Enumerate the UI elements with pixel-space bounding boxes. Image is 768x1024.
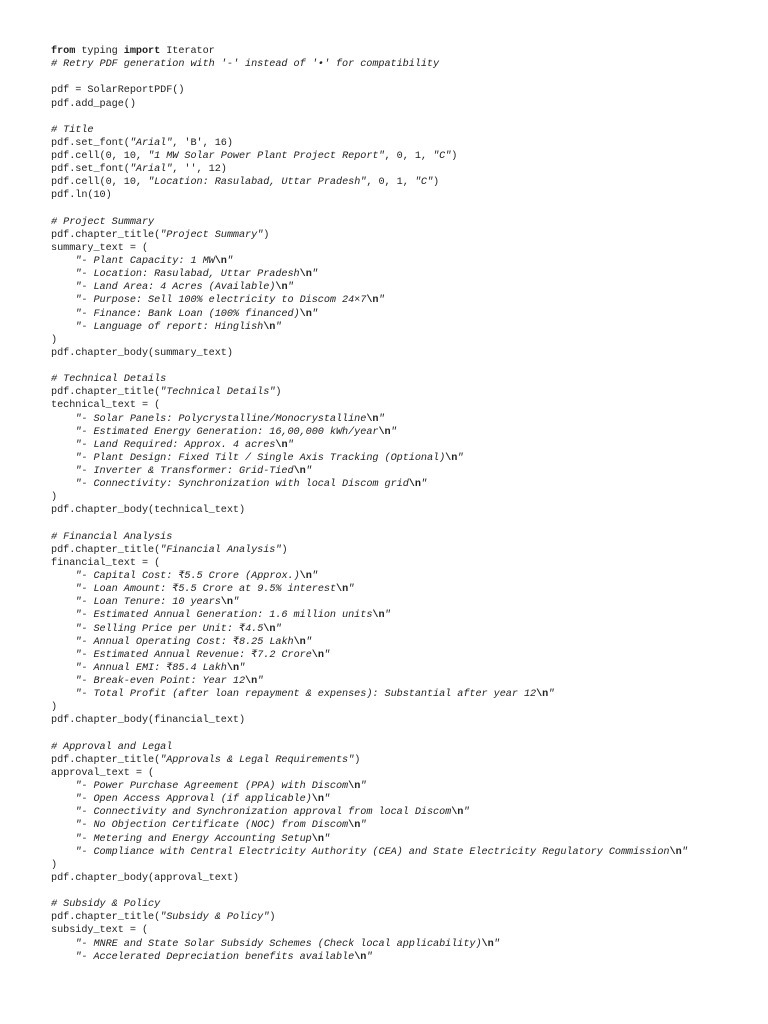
string-literal: "Project Summary" (160, 229, 264, 241)
code-text: ) (51, 334, 58, 346)
newline-escape: \n (220, 597, 233, 609)
code-comment: # Technical Details (51, 374, 167, 386)
code-line (51, 846, 764, 859)
code-line (51, 176, 764, 189)
code-line (51, 924, 764, 937)
code-text (51, 269, 75, 280)
string-literal: "- Annual Operating Cost: ₹8.25 Lakh (75, 636, 294, 648)
code-line (51, 833, 764, 846)
code-text (51, 820, 75, 831)
newline-escape: \n (245, 676, 258, 687)
string-literal: "- MNRE and State Solar Subsidy Schemes (Check local applicability) (75, 938, 482, 950)
code-text: pdf.set_font( (51, 137, 130, 149)
code-line (51, 373, 764, 386)
code-comment: # Subsidy & Policy (51, 899, 161, 911)
string-literal: " (311, 571, 318, 582)
code-line (51, 268, 764, 281)
code-line (51, 111, 764, 124)
code-text: ) (275, 387, 282, 399)
code-line (51, 662, 764, 675)
code-text (51, 952, 75, 963)
string-literal: "- Connectivity and Synchronization approval from local Discom (75, 807, 452, 819)
string-literal: " (384, 610, 391, 622)
newline-escape: \n (226, 662, 240, 674)
string-literal: "Arial" (129, 164, 173, 176)
code-line (51, 898, 764, 911)
code-text: pdf.chapter_title( (51, 754, 161, 766)
string-literal: " (463, 807, 470, 819)
code-text: , 'B', 16) (172, 137, 233, 149)
code-line (51, 203, 764, 216)
code-comment: # Financial Analysis (51, 531, 173, 543)
import-name: Iterator (160, 46, 215, 57)
code-text: pdf.set_font( (51, 164, 130, 176)
code-text: pdf.chapter_title( (51, 387, 161, 399)
newline-escape: \n (536, 689, 549, 701)
string-literal: "Technical Details" (160, 387, 276, 399)
code-text (51, 479, 75, 490)
code-line (51, 570, 764, 583)
string-literal: "- Estimated Energy Generation: 16,00,000 kWh/year (75, 426, 379, 438)
code-comment: # Title (51, 124, 94, 136)
code-line (51, 504, 764, 517)
string-literal: "- Loan Tenure: 10 years (75, 597, 221, 609)
newline-escape: \n (445, 452, 458, 464)
code-text (51, 847, 75, 858)
string-literal: "Location: Rasulabad, Uttar Pradesh" (148, 177, 367, 189)
code-text (51, 584, 75, 595)
code-line (51, 872, 764, 885)
code-text (51, 794, 75, 805)
code-text: ) (269, 912, 276, 924)
code-line (51, 334, 764, 347)
string-literal: " (305, 636, 312, 648)
string-literal: "Approvals & Legal Requirements" (160, 754, 355, 766)
string-literal: "Subsidy & Policy" (160, 912, 270, 924)
newline-escape: \n (311, 649, 324, 661)
newline-escape: \n (299, 571, 312, 582)
string-literal: "Arial" (129, 137, 173, 149)
code-line (51, 478, 764, 491)
code-text (51, 676, 75, 687)
code-line (51, 728, 764, 741)
string-literal: "- Estimated Annual Revenue: ₹7.2 Crore (75, 649, 312, 661)
code-text: , 0, 1, (384, 151, 434, 162)
code-line (51, 137, 764, 150)
string-literal: "- Location: Rasulabad, Uttar Pradesh (75, 269, 300, 281)
string-literal: " (232, 597, 240, 609)
code-text (51, 453, 75, 464)
string-literal: "- Break-even Point: Year 12 (75, 676, 246, 687)
code-text (51, 466, 75, 477)
string-literal: " (360, 820, 367, 832)
newline-escape: \n (311, 833, 324, 845)
code-text (51, 322, 75, 333)
string-literal: "- Land Area: 4 Acres (Available) (75, 282, 276, 294)
code-text: pdf.chapter_title( (51, 912, 161, 924)
code-line (51, 623, 764, 636)
code-line (51, 609, 764, 622)
string-literal: " (378, 295, 385, 307)
code-text (51, 571, 75, 582)
code-line (51, 439, 764, 452)
code-line (51, 255, 764, 268)
code-line (51, 583, 764, 596)
code-text (51, 650, 75, 661)
code-text: ) (451, 151, 458, 162)
string-literal: " (348, 584, 355, 596)
code-text: technical_text = ( (51, 400, 161, 412)
code-text (51, 834, 75, 845)
newline-escape: \n (214, 256, 227, 267)
newline-escape: \n (263, 321, 276, 333)
string-literal: "- Loan Amount: ₹5.5 Crore at 9.5% interest (75, 584, 337, 596)
string-literal: " (275, 623, 282, 635)
newline-escape: \n (354, 951, 367, 963)
code-text: pdf.chapter_body(technical_text) (51, 505, 246, 517)
code-line (51, 544, 764, 557)
newline-escape: \n (451, 807, 464, 819)
newline-escape: \n (311, 794, 324, 806)
code-line (51, 452, 764, 465)
string-literal: "C" (414, 177, 434, 189)
newline-escape: \n (372, 610, 385, 622)
code-line (51, 426, 764, 439)
code-text (51, 282, 75, 293)
code-text: pdf.chapter_body(summary_text) (51, 347, 233, 359)
code-line (51, 163, 764, 176)
code-text: ) (263, 229, 270, 241)
keyword: from (51, 46, 76, 57)
code-text: , 0, 1, (366, 177, 415, 189)
code-line (51, 399, 764, 412)
code-line (51, 859, 764, 872)
newline-escape: \n (378, 426, 391, 438)
string-literal: " (287, 439, 294, 451)
newline-escape: \n (263, 623, 276, 635)
code-text: pdf.ln(10) (51, 190, 112, 202)
code-line (51, 189, 764, 202)
string-literal: "- Compliance with Central Electricity Authority (CEA) and State Electricity Regulatory Commission (75, 846, 670, 858)
newline-escape: \n (366, 413, 379, 425)
code-text (51, 689, 75, 700)
string-literal: " (305, 466, 312, 477)
code-line (51, 45, 764, 58)
string-literal: "C" (433, 151, 452, 162)
code-text: pdf = SolarReportPDF() (51, 85, 185, 97)
code-text: pdf.chapter_title( (51, 544, 161, 556)
code-line (51, 242, 764, 255)
string-literal: " (681, 846, 688, 858)
newline-escape: \n (275, 439, 288, 451)
string-literal: " (360, 781, 367, 792)
code-line (51, 229, 764, 242)
code-line (51, 518, 764, 531)
code-text: approval_text = ( (51, 767, 155, 779)
string-literal: "Financial Analysis" (160, 544, 282, 556)
code-line (51, 491, 764, 504)
string-literal: "- Land Required: Approx. 4 acres (75, 439, 276, 451)
string-literal: " (287, 282, 294, 294)
code-line (51, 281, 764, 294)
code-comment: # Project Summary (51, 216, 155, 228)
code-line (51, 819, 764, 832)
string-literal: "- Open Access Approval (if applicable) (75, 794, 312, 806)
keyword: import (123, 46, 161, 57)
newline-escape: \n (336, 584, 349, 596)
code-text (51, 256, 75, 267)
code-line (51, 754, 764, 767)
code-line (51, 124, 764, 137)
string-literal: "1 MW Solar Power Plant Project Report" (148, 151, 385, 162)
code-line (51, 294, 764, 307)
code-line (51, 885, 764, 898)
string-literal: "- Plant Capacity: 1 MW (75, 256, 215, 267)
code-comment: # Approval and Legal (51, 741, 173, 753)
string-literal: " (239, 662, 246, 674)
code-line (51, 806, 764, 819)
string-literal: "- Purpose: Sell 100% electricity to Discom 24×7 (75, 295, 367, 307)
string-literal: "- Capital Cost: ₹5.5 Crore (Approx.) (75, 571, 300, 582)
code-line (51, 767, 764, 780)
code-line (51, 951, 764, 964)
newline-escape: \n (408, 479, 421, 491)
string-literal: "- No Objection Certificate (NOC) from Discom (75, 820, 349, 832)
code-line (51, 360, 764, 373)
code-text: ) (51, 702, 58, 714)
code-text: ) (354, 754, 361, 766)
newline-escape: \n (293, 636, 306, 648)
code-text (51, 807, 75, 818)
string-literal: " (275, 321, 282, 333)
code-line (51, 793, 764, 806)
code-text (51, 939, 75, 950)
string-literal: " (366, 951, 373, 963)
code-text (51, 624, 75, 635)
code-line (51, 675, 764, 688)
string-literal: "- Metering and Energy Accounting Setup (75, 833, 312, 845)
code-line (51, 688, 764, 701)
code-text: , '', 12) (172, 164, 227, 176)
string-literal: "- Annual EMI: ₹85.4 Lakh (75, 662, 227, 674)
code-line (51, 321, 764, 334)
newline-escape: \n (299, 308, 312, 320)
code-line (51, 596, 764, 609)
code-line (51, 150, 764, 163)
code-line (51, 741, 764, 754)
code-line (51, 347, 764, 360)
string-literal: " (548, 689, 555, 701)
code-line (51, 938, 764, 951)
string-literal: "- Plant Design: Fixed Tilt / Single Axis Tracking (Optional) (75, 452, 446, 464)
string-literal: "- Selling Price per Unit: ₹4.5 (75, 623, 264, 635)
code-line (51, 649, 764, 662)
code-text: ) (281, 544, 288, 556)
string-literal: " (311, 308, 318, 320)
code-line (51, 308, 764, 321)
code-line (51, 531, 764, 544)
string-literal: "- Language of report: Hinglish (75, 321, 264, 333)
code-text: pdf.cell(0, 10, (51, 177, 149, 189)
string-literal: " (323, 794, 330, 806)
newline-escape: \n (669, 846, 682, 858)
string-literal: " (323, 833, 330, 845)
string-literal: "- Power Purchase Agreement (PPA) with Discom (75, 781, 349, 792)
code-comment: # Retry PDF generation with '-' instead of '•' for compatibility (51, 59, 440, 71)
newline-escape: \n (481, 938, 494, 950)
string-literal: "- Total Profit (after loan repayment & expenses): Substantial after year 12 (75, 689, 537, 701)
string-literal: " (493, 938, 500, 950)
newline-escape: \n (275, 282, 288, 294)
code-line (51, 413, 764, 426)
code-text (51, 663, 75, 674)
newline-escape: \n (293, 466, 306, 477)
string-literal: " (390, 426, 397, 438)
string-literal: "- Estimated Annual Generation: 1.6 million units (75, 610, 373, 622)
string-literal: "- Connectivity: Synchronization with local Discom grid (75, 479, 409, 491)
string-literal: " (378, 413, 385, 425)
code-line (51, 58, 764, 71)
code-line (51, 636, 764, 649)
string-literal: " (420, 479, 427, 491)
string-literal: " (311, 269, 318, 281)
code-text (51, 414, 75, 425)
code-line (51, 216, 764, 229)
code-line (51, 780, 764, 793)
string-literal: " (226, 256, 233, 267)
code-text (51, 440, 75, 451)
code-line (51, 465, 764, 478)
code-text: pdf.chapter_body(financial_text) (51, 715, 246, 727)
code-text (51, 597, 75, 608)
string-literal: " (257, 676, 264, 687)
code-listing (51, 45, 764, 964)
code-line (51, 714, 764, 727)
code-line (51, 911, 764, 924)
code-text: ) (51, 492, 58, 504)
code-text: summary_text = ( (51, 242, 149, 254)
code-text (51, 610, 75, 621)
code-line (51, 98, 764, 111)
code-text: ) (433, 177, 440, 189)
newline-escape: \n (348, 820, 361, 832)
string-literal: " (323, 649, 330, 661)
code-line (51, 84, 764, 97)
newline-escape: \n (366, 295, 379, 307)
string-literal: "- Finance: Bank Loan (100% financed) (75, 308, 300, 320)
code-text (51, 427, 75, 438)
code-line (51, 386, 764, 399)
string-literal: "- Inverter & Transformer: Grid-Tied (75, 466, 294, 477)
code-text (51, 295, 75, 306)
code-text: pdf.add_page() (51, 98, 136, 110)
string-literal: "- Accelerated Depreciation benefits available (75, 951, 355, 963)
module-name: typing (75, 46, 124, 57)
code-line (51, 557, 764, 570)
code-text: pdf.cell(0, 10, (51, 151, 149, 162)
code-text (51, 781, 75, 792)
code-text: pdf.chapter_title( (51, 229, 161, 241)
string-literal: " (457, 452, 464, 464)
code-text: ) (51, 859, 58, 871)
code-line (51, 71, 764, 84)
code-text: subsidy_text = ( (51, 925, 149, 937)
string-literal: "- Solar Panels: Polycrystalline/Monocrystalline (75, 413, 367, 425)
newline-escape: \n (348, 781, 361, 792)
code-text (51, 637, 75, 648)
code-text: financial_text = ( (51, 557, 161, 569)
code-line (51, 701, 764, 714)
code-text (51, 309, 75, 320)
code-text: pdf.chapter_body(approval_text) (51, 872, 239, 884)
newline-escape: \n (299, 269, 312, 281)
